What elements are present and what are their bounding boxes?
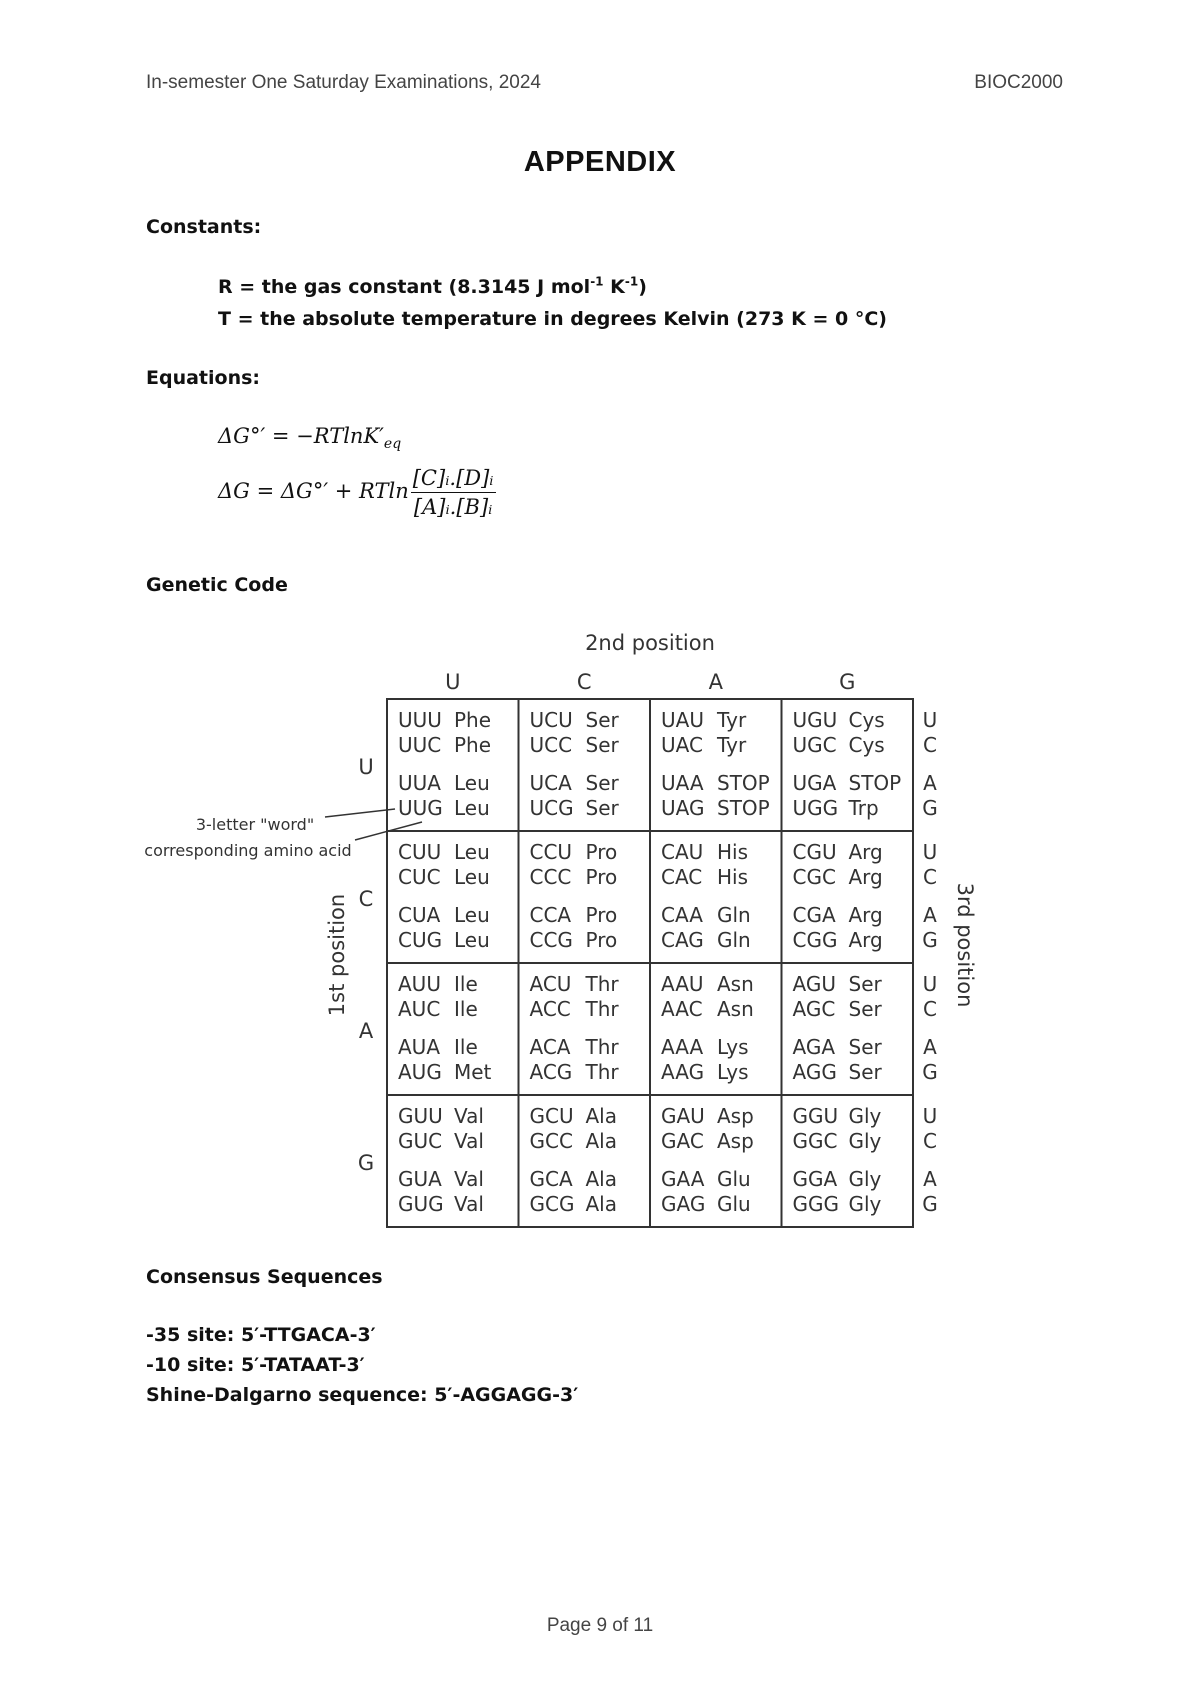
gas-constant-close: ) bbox=[638, 276, 647, 298]
amino-acid-ccg: Pro bbox=[585, 928, 618, 952]
column-header-a: A bbox=[708, 670, 723, 694]
amino-acid-aug: Met bbox=[454, 1060, 492, 1084]
genetic-code-heading: Genetic Code bbox=[146, 574, 288, 596]
amino-acid-uuu: Phe bbox=[454, 708, 492, 732]
codon-ccc: CCC bbox=[529, 865, 572, 889]
codon-ccg: CCG bbox=[529, 928, 573, 952]
amino-acid-uac: Tyr bbox=[717, 733, 747, 757]
amino-acid-cgg: Arg bbox=[848, 928, 883, 952]
second-position-label: 2nd position bbox=[585, 631, 715, 655]
header-exam-title: In-semester One Saturday Examinations, 2024 bbox=[146, 72, 541, 93]
amino-acid-uuc: Phe bbox=[454, 733, 492, 757]
codon-ugu: UGU bbox=[792, 708, 838, 732]
amino-acid-gau: Asp bbox=[717, 1104, 754, 1128]
codon-auc: AUC bbox=[398, 997, 441, 1021]
amino-acid-ggg: Gly bbox=[848, 1192, 882, 1216]
codon-gga: GGA bbox=[792, 1167, 838, 1191]
gas-constant-exp-mol: -1 bbox=[590, 274, 604, 289]
amino-acid-gua: Val bbox=[454, 1167, 484, 1191]
codon-cuu: CUU bbox=[398, 840, 442, 864]
column-header-g: G bbox=[839, 670, 856, 694]
codon-uuc: UUC bbox=[398, 733, 442, 757]
third-letter-c: C bbox=[923, 865, 937, 889]
codon-guu: GUU bbox=[398, 1104, 443, 1128]
header-course-code: BIOC2000 bbox=[974, 72, 1063, 93]
annotation-word-pointer bbox=[325, 809, 395, 817]
codon-ggg: GGG bbox=[792, 1192, 839, 1216]
consensus-heading: Consensus Sequences bbox=[146, 1266, 383, 1288]
codon-aag: AAG bbox=[661, 1060, 705, 1084]
page-number: Page 9 of 11 bbox=[546, 1615, 654, 1636]
equation-2-numerator: [C]ᵢ.[D]ᵢ bbox=[411, 466, 496, 493]
codon-cgg: CGG bbox=[792, 928, 838, 952]
amino-acid-cau: His bbox=[717, 840, 749, 864]
codon-cug: CUG bbox=[398, 928, 443, 952]
amino-acid-ccc: Pro bbox=[585, 865, 618, 889]
amino-acid-ggu: Gly bbox=[848, 1104, 882, 1128]
equation-1-main: ΔG°′ = −RTlnK′ bbox=[218, 424, 384, 448]
amino-acid-agc: Ser bbox=[848, 997, 882, 1021]
codon-cau: CAU bbox=[661, 840, 704, 864]
codon-auu: AUU bbox=[398, 972, 441, 996]
row-header-a: A bbox=[358, 1019, 374, 1043]
codon-aca: ACA bbox=[529, 1035, 571, 1059]
codon-guc: GUC bbox=[398, 1129, 443, 1153]
amino-acid-ggc: Gly bbox=[848, 1129, 882, 1153]
codon-gau: GAU bbox=[661, 1104, 705, 1128]
amino-acid-gcc: Ala bbox=[585, 1129, 617, 1153]
row-header-u: U bbox=[358, 755, 374, 779]
third-letter-a: A bbox=[923, 1035, 937, 1059]
amino-acid-cuc: Leu bbox=[454, 865, 490, 889]
codon-gaa: GAA bbox=[661, 1167, 705, 1191]
third-letter-g: G bbox=[922, 1192, 938, 1216]
amino-acid-ucg: Ser bbox=[585, 796, 619, 820]
equation-2-denominator: [A]ᵢ.[B]ᵢ bbox=[413, 495, 493, 519]
amino-acid-guc: Val bbox=[454, 1129, 484, 1153]
codon-uaa: UAA bbox=[661, 771, 704, 795]
amino-acid-cug: Leu bbox=[454, 928, 490, 952]
codon-cua: CUA bbox=[398, 903, 441, 927]
column-header-c: C bbox=[576, 670, 592, 694]
amino-acid-cgc: Arg bbox=[848, 865, 883, 889]
codon-gcg: GCG bbox=[529, 1192, 575, 1216]
amino-acid-uaa: STOP bbox=[717, 771, 770, 795]
amino-acid-ucu: Ser bbox=[585, 708, 619, 732]
codon-gug: GUG bbox=[398, 1192, 444, 1216]
codon-ucc: UCC bbox=[529, 733, 573, 757]
amino-acid-ugc: Cys bbox=[848, 733, 885, 757]
third-letter-g: G bbox=[922, 928, 938, 952]
gas-constant-exp-k: -1 bbox=[624, 274, 639, 289]
third-letter-u: U bbox=[922, 1104, 938, 1128]
amino-acid-uag: STOP bbox=[717, 796, 770, 820]
amino-acid-cac: His bbox=[717, 865, 749, 889]
amino-acid-cgu: Arg bbox=[848, 840, 883, 864]
amino-acid-cua: Leu bbox=[454, 903, 490, 927]
amino-acid-cuu: Leu bbox=[454, 840, 490, 864]
codon-ugc: UGC bbox=[792, 733, 837, 757]
amino-acid-acc: Thr bbox=[585, 997, 619, 1021]
amino-acid-gca: Ala bbox=[585, 1167, 617, 1191]
temperature-line: T = the absolute temperature in degrees Kelvin (273 K = 0 °C) bbox=[218, 308, 887, 330]
third-letter-a: A bbox=[923, 771, 937, 795]
amino-acid-auu: Ile bbox=[454, 972, 478, 996]
codon-gag: GAG bbox=[661, 1192, 706, 1216]
amino-acid-aac: Asn bbox=[717, 997, 754, 1021]
amino-acid-ucc: Ser bbox=[585, 733, 619, 757]
codon-aug: AUG bbox=[398, 1060, 442, 1084]
codon-ggu: GGU bbox=[792, 1104, 839, 1128]
codon-uau: UAU bbox=[661, 708, 704, 732]
codon-cag: CAG bbox=[661, 928, 704, 952]
codon-aau: AAU bbox=[661, 972, 704, 996]
amino-acid-gcu: Ala bbox=[585, 1104, 617, 1128]
amino-acid-agu: Ser bbox=[848, 972, 882, 996]
amino-acid-aua: Ile bbox=[454, 1035, 478, 1059]
codon-gca: GCA bbox=[529, 1167, 573, 1191]
codon-gcc: GCC bbox=[529, 1129, 573, 1153]
third-letter-a: A bbox=[923, 1167, 937, 1191]
amino-acid-aaa: Lys bbox=[717, 1035, 749, 1059]
codon-cac: CAC bbox=[661, 865, 703, 889]
row-header-c: C bbox=[358, 887, 374, 911]
codon-ggc: GGC bbox=[792, 1129, 838, 1153]
annotation-three-letter-word: 3-letter "word" bbox=[195, 815, 315, 834]
amino-acid-gug: Val bbox=[454, 1192, 484, 1216]
amino-acid-uga: STOP bbox=[848, 771, 902, 795]
amino-acid-uau: Tyr bbox=[717, 708, 747, 732]
amino-acid-gaa: Glu bbox=[717, 1167, 751, 1191]
first-position-label: 1st position bbox=[325, 893, 349, 1017]
amino-acid-gag: Glu bbox=[717, 1192, 751, 1216]
third-letter-c: C bbox=[923, 1129, 937, 1153]
amino-acid-guu: Val bbox=[454, 1104, 484, 1128]
gas-constant-text: R = the gas constant (8.3145 J mol bbox=[218, 276, 591, 298]
amino-acid-acu: Thr bbox=[585, 972, 619, 996]
amino-acid-auc: Ile bbox=[454, 997, 478, 1021]
amino-acid-uua: Leu bbox=[454, 771, 490, 795]
codon-uug: UUG bbox=[398, 796, 443, 820]
amino-acid-aga: Ser bbox=[848, 1035, 882, 1059]
amino-acid-aag: Lys bbox=[717, 1060, 749, 1084]
amino-acid-cca: Pro bbox=[585, 903, 618, 927]
codon-uuu: UUU bbox=[398, 708, 442, 732]
amino-acid-uca: Ser bbox=[585, 771, 619, 795]
third-letter-u: U bbox=[922, 840, 938, 864]
constants-heading: Constants: bbox=[146, 216, 262, 238]
third-letter-c: C bbox=[923, 997, 937, 1021]
codon-uac: UAC bbox=[661, 733, 703, 757]
codon-acg: ACG bbox=[529, 1060, 573, 1084]
codon-aaa: AAA bbox=[661, 1035, 704, 1059]
equation-1-sub: eq bbox=[383, 436, 402, 453]
amino-acid-uug: Leu bbox=[454, 796, 490, 820]
consensus-line-35: -35 site: 5′-TTGACA-3′ bbox=[146, 1324, 376, 1346]
codon-cuc: CUC bbox=[398, 865, 441, 889]
codon-agu: AGU bbox=[792, 972, 836, 996]
row-header-g: G bbox=[357, 1151, 375, 1175]
codon-ucg: UCG bbox=[529, 796, 574, 820]
equation-2-main: ΔG = ΔG°′ + RTln bbox=[218, 479, 409, 503]
codon-uca: UCA bbox=[529, 771, 572, 795]
codon-agg: AGG bbox=[792, 1060, 837, 1084]
third-letter-g: G bbox=[922, 1060, 938, 1084]
codon-gcu: GCU bbox=[529, 1104, 574, 1128]
consensus-line-10: -10 site: 5′-TATAAT-3′ bbox=[146, 1354, 365, 1376]
amino-acid-ccu: Pro bbox=[585, 840, 618, 864]
amino-acid-gcg: Ala bbox=[585, 1192, 617, 1216]
codon-agc: AGC bbox=[792, 997, 836, 1021]
third-position-label: 3rd position bbox=[953, 882, 977, 1008]
codon-cgu: CGU bbox=[792, 840, 837, 864]
amino-acid-acg: Thr bbox=[585, 1060, 619, 1084]
amino-acid-caa: Gln bbox=[717, 903, 751, 927]
codon-acu: ACU bbox=[529, 972, 572, 996]
amino-acid-aau: Asn bbox=[717, 972, 754, 996]
codon-caa: CAA bbox=[661, 903, 703, 927]
amino-acid-ugu: Cys bbox=[848, 708, 885, 732]
column-header-u: U bbox=[445, 670, 461, 694]
codon-uga: UGA bbox=[792, 771, 837, 795]
page-title: APPENDIX bbox=[523, 146, 677, 178]
codon-uag: UAG bbox=[661, 796, 705, 820]
amino-acid-aca: Thr bbox=[585, 1035, 619, 1059]
third-letter-u: U bbox=[922, 708, 938, 732]
codon-ugg: UGG bbox=[792, 796, 839, 820]
codon-ucu: UCU bbox=[529, 708, 573, 732]
codon-gac: GAC bbox=[661, 1129, 704, 1153]
gas-constant-unit-k: K bbox=[603, 276, 625, 298]
codon-acc: ACC bbox=[529, 997, 571, 1021]
amino-acid-ugg: Trp bbox=[848, 796, 879, 820]
codon-cga: CGA bbox=[792, 903, 836, 927]
codon-cgc: CGC bbox=[792, 865, 836, 889]
codon-cca: CCA bbox=[529, 903, 572, 927]
amino-acid-gac: Asp bbox=[717, 1129, 754, 1153]
third-letter-a: A bbox=[923, 903, 937, 927]
amino-acid-cag: Gln bbox=[717, 928, 751, 952]
amino-acid-cga: Arg bbox=[848, 903, 883, 927]
codon-aga: AGA bbox=[792, 1035, 836, 1059]
codon-ccu: CCU bbox=[529, 840, 573, 864]
third-letter-c: C bbox=[923, 733, 937, 757]
codon-gua: GUA bbox=[398, 1167, 442, 1191]
amino-acid-gga: Gly bbox=[848, 1167, 882, 1191]
codon-aac: AAC bbox=[661, 997, 703, 1021]
consensus-line-shine-dalgarno: Shine-Dalgarno sequence: 5′-AGGAGG-3′ bbox=[146, 1384, 579, 1406]
third-letter-u: U bbox=[922, 972, 938, 996]
third-letter-g: G bbox=[922, 796, 938, 820]
codon-aua: AUA bbox=[398, 1035, 441, 1059]
codon-uua: UUA bbox=[398, 771, 441, 795]
amino-acid-agg: Ser bbox=[848, 1060, 882, 1084]
annotation-amino-acid: corresponding amino acid bbox=[144, 841, 352, 860]
equations-heading: Equations: bbox=[146, 367, 261, 389]
